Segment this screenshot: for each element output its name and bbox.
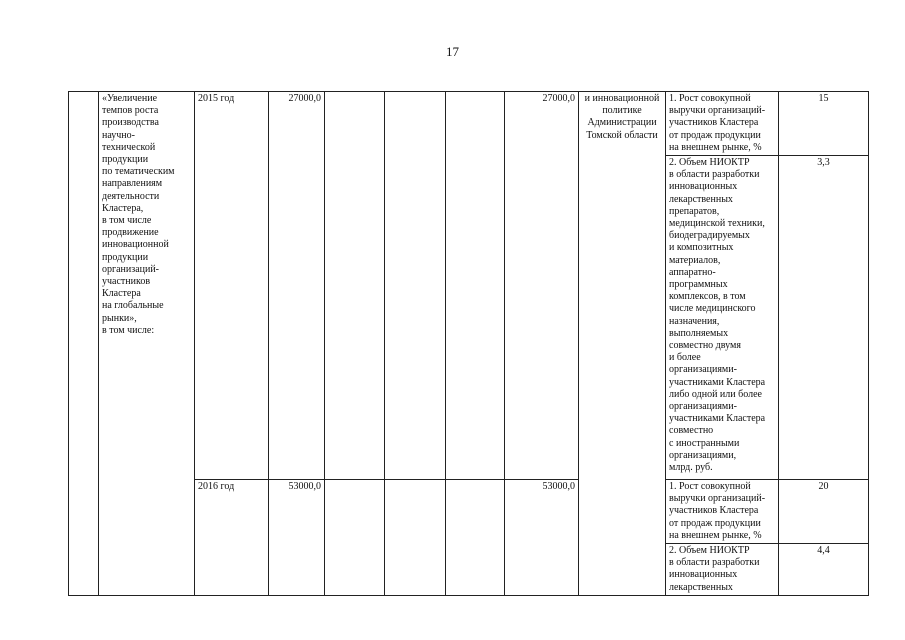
empty-cell [385, 92, 446, 480]
table-row [69, 92, 869, 156]
empty-cell [446, 480, 505, 596]
page-number: 17 [446, 44, 459, 59]
indicator-value: 3,3 [779, 156, 869, 480]
total-cell-2016: 53000,0 [505, 480, 579, 596]
empty-cell [325, 480, 385, 596]
indicator-value: 4,4 [779, 544, 869, 596]
indicator-text: 1. Рост совокупной выручки организаций- участников Кластера от продаж продукции на внешнем рынке, % [666, 480, 779, 544]
row-number-cell [69, 92, 99, 596]
year-cell-2016: 2016 год [195, 480, 269, 596]
program-table [68, 91, 869, 596]
task-description: «Увеличение темпов роста производства научно- технической продукции по тематическим направлениям деятельности Кластера, в том числе продвижение инновационной продукции организаций- участников Кластера на глобальные рынки», в том числе: [99, 92, 195, 596]
empty-cell [385, 480, 446, 596]
indicator-value: 15 [779, 92, 869, 156]
empty-cell [446, 92, 505, 480]
amount-cell-2016: 53000,0 [269, 480, 325, 596]
executor-cell: и инновационной политике Администрации Томской области [579, 92, 666, 596]
amount-cell-2015: 27000,0 [269, 92, 325, 480]
indicator-value: 20 [779, 480, 869, 544]
indicator-text: 1. Рост совокупной выручки организаций- участников Кластера от продаж продукции на внешнем рынке, % [666, 92, 779, 156]
indicator-text: 2. Объем НИОКТР в области разработки инновационных лекарственных препаратов, медицинской техники, биодеградируемых и композитных материалов, аппаратно- программных комплексов, в том числе медицинского назначения, выполняемых совместно двумя и более организациями- участниками Кластера либо одной или более организациями- участниками Кластера совместно с иностранными организациями, млрд. руб. [666, 156, 779, 480]
indicator-text: 2. Объем НИОКТР в области разработки инновационных лекарственных [666, 544, 779, 596]
total-cell-2015: 27000,0 [505, 92, 579, 480]
year-cell-2015: 2015 год [195, 92, 269, 480]
empty-cell [325, 92, 385, 480]
